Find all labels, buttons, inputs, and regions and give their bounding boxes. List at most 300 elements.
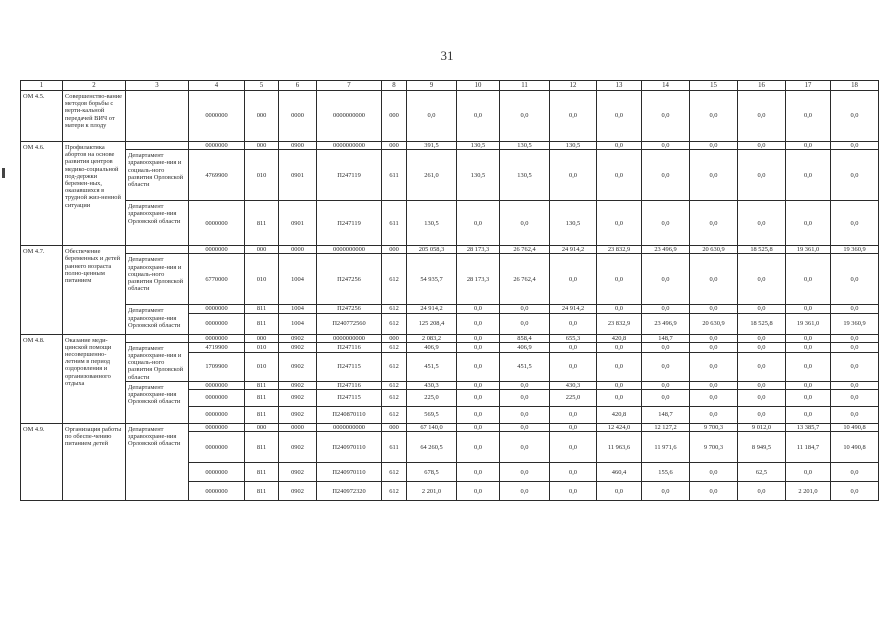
value-cell: 430,3 bbox=[550, 381, 597, 389]
value-cell: 858,4 bbox=[500, 334, 550, 342]
value-cell: 0,0 bbox=[786, 334, 831, 342]
value-cell: П240772560 bbox=[317, 313, 382, 334]
measure-name: Профилактика абортов на основе развития центров медико-социальной под-держки беремен-ных, оказавшихся в трудной жиз-ненной ситуации bbox=[63, 142, 126, 246]
value-cell: 10 490,8 bbox=[831, 432, 879, 463]
executor-cell bbox=[126, 246, 189, 254]
value-cell: 000 bbox=[245, 142, 279, 150]
value-cell: 0,0 bbox=[831, 352, 879, 381]
table-row bbox=[21, 254, 879, 305]
table-row bbox=[21, 142, 879, 150]
value-cell: 1004 bbox=[279, 254, 317, 305]
page-number: 31 bbox=[440, 48, 454, 63]
executor-cell bbox=[126, 142, 189, 150]
value-cell: 612 bbox=[382, 390, 407, 407]
column-number: 9 bbox=[407, 81, 457, 91]
value-cell: 0,0 bbox=[786, 254, 831, 305]
value-cell: 678,5 bbox=[407, 463, 457, 482]
measure-name: Организация работы по обеспе-чению питанием детей bbox=[63, 424, 126, 501]
value-cell: 155,6 bbox=[642, 463, 690, 482]
value-cell: 0,0 bbox=[786, 91, 831, 142]
value-cell: 0000 bbox=[279, 246, 317, 254]
value-cell: П247115 bbox=[317, 352, 382, 381]
value-cell: 12 424,0 bbox=[597, 424, 642, 432]
value-cell: 19 360,9 bbox=[831, 313, 879, 334]
value-cell: 0,0 bbox=[550, 254, 597, 305]
value-cell: 000 bbox=[245, 91, 279, 142]
value-cell: 10 490,8 bbox=[831, 424, 879, 432]
table-row bbox=[21, 305, 879, 313]
value-cell: 612 bbox=[382, 254, 407, 305]
value-cell: 0,0 bbox=[642, 352, 690, 381]
value-cell: 0,0 bbox=[690, 352, 738, 381]
value-cell: 0,0 bbox=[457, 482, 500, 501]
value-cell: 0,0 bbox=[457, 463, 500, 482]
table-row bbox=[21, 201, 879, 246]
value-cell: 0000000 bbox=[189, 91, 245, 142]
value-cell: 23 496,9 bbox=[642, 246, 690, 254]
value-cell: 391,5 bbox=[407, 142, 457, 150]
column-number: 8 bbox=[382, 81, 407, 91]
value-cell: 0,0 bbox=[690, 381, 738, 389]
value-cell: 0,0 bbox=[642, 142, 690, 150]
value-cell: 18 525,8 bbox=[738, 313, 786, 334]
executor-cell bbox=[126, 334, 189, 342]
value-cell: 0000000 bbox=[189, 463, 245, 482]
value-cell: 0,0 bbox=[550, 150, 597, 201]
value-cell: 20 630,9 bbox=[690, 313, 738, 334]
value-cell: 0,0 bbox=[597, 390, 642, 407]
measure-name: Совершенство-вание методов борьбы с верти-кальной передачей ВИЧ от матери к плоду bbox=[63, 91, 126, 142]
value-cell: 451,5 bbox=[407, 352, 457, 381]
table-header-row bbox=[21, 81, 879, 91]
column-number: 6 bbox=[279, 81, 317, 91]
value-cell: 0,0 bbox=[690, 254, 738, 305]
value-cell: 0,0 bbox=[500, 390, 550, 407]
value-cell: 612 bbox=[382, 313, 407, 334]
value-cell: 0000000 bbox=[189, 381, 245, 389]
value-cell: 460,4 bbox=[597, 463, 642, 482]
value-cell: 0,0 bbox=[738, 381, 786, 389]
value-cell: 000 bbox=[245, 424, 279, 432]
value-cell: 54 935,7 bbox=[407, 254, 457, 305]
column-number: 4 bbox=[189, 81, 245, 91]
value-cell: 23 832,9 bbox=[597, 313, 642, 334]
measure-name: Оказание меди-цинской помощи несовершенно-летним в период оздоровления и организованного отдыха bbox=[63, 334, 126, 423]
value-cell: 612 bbox=[382, 352, 407, 381]
executor-cell: Департамент здравоохране-ния Орловской области bbox=[126, 424, 189, 501]
column-number: 10 bbox=[457, 81, 500, 91]
value-cell: 0,0 bbox=[738, 305, 786, 313]
value-cell: 0000000000 bbox=[317, 424, 382, 432]
value-cell: 811 bbox=[245, 407, 279, 424]
value-cell: 0,0 bbox=[642, 254, 690, 305]
value-cell: 0,0 bbox=[831, 254, 879, 305]
value-cell: 611 bbox=[382, 150, 407, 201]
value-cell: 0,0 bbox=[690, 463, 738, 482]
value-cell: 0,0 bbox=[550, 352, 597, 381]
value-cell: 0902 bbox=[279, 407, 317, 424]
value-cell: 000 bbox=[382, 91, 407, 142]
value-cell: 0,0 bbox=[786, 352, 831, 381]
value-cell: 611 bbox=[382, 432, 407, 463]
value-cell: 0,0 bbox=[690, 305, 738, 313]
value-cell: 0,0 bbox=[738, 334, 786, 342]
value-cell: 0902 bbox=[279, 390, 317, 407]
value-cell: 010 bbox=[245, 342, 279, 352]
value-cell: 0,0 bbox=[642, 305, 690, 313]
value-cell: 130,5 bbox=[550, 201, 597, 246]
value-cell: 0,0 bbox=[550, 482, 597, 501]
value-cell: П240870110 bbox=[317, 407, 382, 424]
measure-code: ОМ 4.6. bbox=[21, 142, 63, 246]
value-cell: 0000000000 bbox=[317, 142, 382, 150]
value-cell: П247116 bbox=[317, 342, 382, 352]
value-cell: 0000000 bbox=[189, 305, 245, 313]
value-cell: 28 173,3 bbox=[457, 254, 500, 305]
column-number: 15 bbox=[690, 81, 738, 91]
value-cell: П247256 bbox=[317, 254, 382, 305]
executor-cell: Департамент здравоохране-ния и социаль-ного развития Орловской области bbox=[126, 150, 189, 201]
value-cell: 0,0 bbox=[738, 91, 786, 142]
value-cell: 0,0 bbox=[457, 381, 500, 389]
value-cell: 0900 bbox=[279, 142, 317, 150]
value-cell: 225,0 bbox=[407, 390, 457, 407]
value-cell: 612 bbox=[382, 381, 407, 389]
value-cell: 0000 bbox=[279, 424, 317, 432]
value-cell: 0,0 bbox=[597, 142, 642, 150]
value-cell: П240970110 bbox=[317, 432, 382, 463]
value-cell: 612 bbox=[382, 482, 407, 501]
column-number: 7 bbox=[317, 81, 382, 91]
value-cell: 0,0 bbox=[457, 313, 500, 334]
value-cell: 0,0 bbox=[642, 342, 690, 352]
value-cell: 0,0 bbox=[407, 91, 457, 142]
value-cell: 0,0 bbox=[831, 201, 879, 246]
value-cell: 26 762,4 bbox=[500, 254, 550, 305]
value-cell: 0,0 bbox=[500, 482, 550, 501]
value-cell: 0902 bbox=[279, 352, 317, 381]
value-cell: 9 700,3 bbox=[690, 432, 738, 463]
value-cell: 0,0 bbox=[831, 390, 879, 407]
value-cell: 0,0 bbox=[500, 424, 550, 432]
value-cell: 0000000 bbox=[189, 246, 245, 254]
value-cell: 0,0 bbox=[642, 390, 690, 407]
value-cell: 0,0 bbox=[786, 407, 831, 424]
executor-cell bbox=[126, 91, 189, 142]
value-cell: 0000 bbox=[279, 91, 317, 142]
column-number: 11 bbox=[500, 81, 550, 91]
column-number: 12 bbox=[550, 81, 597, 91]
value-cell: 0,0 bbox=[786, 381, 831, 389]
measure-code: ОМ 4.8. bbox=[21, 334, 63, 423]
value-cell: 0,0 bbox=[597, 342, 642, 352]
value-cell: 6770000 bbox=[189, 254, 245, 305]
value-cell: 000 bbox=[382, 334, 407, 342]
value-cell: 0000000 bbox=[189, 142, 245, 150]
value-cell: 130,5 bbox=[407, 201, 457, 246]
value-cell: 0,0 bbox=[831, 334, 879, 342]
value-cell: 225,0 bbox=[550, 390, 597, 407]
table-row bbox=[21, 424, 879, 432]
value-cell: 1004 bbox=[279, 305, 317, 313]
budget-table bbox=[20, 80, 879, 501]
value-cell: 0,0 bbox=[550, 424, 597, 432]
value-cell: 0902 bbox=[279, 334, 317, 342]
value-cell: 569,5 bbox=[407, 407, 457, 424]
value-cell: 205 058,3 bbox=[407, 246, 457, 254]
value-cell: 420,8 bbox=[597, 407, 642, 424]
value-cell: 0,0 bbox=[831, 381, 879, 389]
value-cell: 0,0 bbox=[500, 91, 550, 142]
value-cell: 0,0 bbox=[786, 142, 831, 150]
value-cell: 811 bbox=[245, 201, 279, 246]
table-row bbox=[21, 246, 879, 254]
value-cell: 0,0 bbox=[457, 352, 500, 381]
value-cell: 0,0 bbox=[690, 201, 738, 246]
value-cell: 655,3 bbox=[550, 334, 597, 342]
value-cell: 0,0 bbox=[550, 313, 597, 334]
value-cell: 130,5 bbox=[457, 150, 500, 201]
value-cell: 0,0 bbox=[831, 91, 879, 142]
value-cell: 1004 bbox=[279, 313, 317, 334]
value-cell: 0902 bbox=[279, 482, 317, 501]
value-cell: 0,0 bbox=[738, 201, 786, 246]
value-cell: 0000000 bbox=[189, 313, 245, 334]
value-cell: 0902 bbox=[279, 432, 317, 463]
value-cell: 611 bbox=[382, 201, 407, 246]
value-cell: 11 184,7 bbox=[786, 432, 831, 463]
value-cell: 430,3 bbox=[407, 381, 457, 389]
column-number: 1 bbox=[21, 81, 63, 91]
value-cell: 0,0 bbox=[690, 150, 738, 201]
value-cell: 0,0 bbox=[786, 150, 831, 201]
table-row bbox=[21, 334, 879, 342]
value-cell: 23 832,9 bbox=[597, 246, 642, 254]
value-cell: 0,0 bbox=[457, 342, 500, 352]
value-cell: 0,0 bbox=[738, 142, 786, 150]
value-cell: 0,0 bbox=[786, 342, 831, 352]
value-cell: 2 201,0 bbox=[407, 482, 457, 501]
value-cell: 2 201,0 bbox=[786, 482, 831, 501]
table-row bbox=[21, 381, 879, 389]
value-cell: 0,0 bbox=[457, 390, 500, 407]
value-cell: 811 bbox=[245, 390, 279, 407]
value-cell: 0000000 bbox=[189, 334, 245, 342]
value-cell: 0,0 bbox=[597, 381, 642, 389]
value-cell: 811 bbox=[245, 463, 279, 482]
value-cell: 0901 bbox=[279, 150, 317, 201]
value-cell: 0,0 bbox=[831, 305, 879, 313]
value-cell: 010 bbox=[245, 150, 279, 201]
value-cell: 0,0 bbox=[457, 201, 500, 246]
value-cell: 0,0 bbox=[500, 305, 550, 313]
value-cell: 0,0 bbox=[738, 254, 786, 305]
value-cell: 0,0 bbox=[500, 432, 550, 463]
value-cell: 811 bbox=[245, 381, 279, 389]
value-cell: 0,0 bbox=[550, 432, 597, 463]
value-cell: 0,0 bbox=[642, 381, 690, 389]
value-cell: 0,0 bbox=[738, 342, 786, 352]
value-cell: П240970110 bbox=[317, 463, 382, 482]
value-cell: 0,0 bbox=[738, 352, 786, 381]
value-cell: 0,0 bbox=[642, 201, 690, 246]
value-cell: 612 bbox=[382, 407, 407, 424]
value-cell: 0,0 bbox=[690, 482, 738, 501]
value-cell: 0,0 bbox=[831, 463, 879, 482]
table-row bbox=[21, 91, 879, 142]
value-cell: 4769900 bbox=[189, 150, 245, 201]
value-cell: 0,0 bbox=[500, 407, 550, 424]
value-cell: 0000000000 bbox=[317, 91, 382, 142]
value-cell: П247119 bbox=[317, 201, 382, 246]
column-number: 5 bbox=[245, 81, 279, 91]
value-cell: 0,0 bbox=[831, 342, 879, 352]
value-cell: 612 bbox=[382, 342, 407, 352]
value-cell: 0,0 bbox=[831, 142, 879, 150]
scan-artifact-mark bbox=[2, 168, 5, 178]
value-cell: П247115 bbox=[317, 390, 382, 407]
value-cell: 0000000000 bbox=[317, 246, 382, 254]
value-cell: 19 360,9 bbox=[831, 246, 879, 254]
value-cell: 0,0 bbox=[550, 407, 597, 424]
value-cell: 0,0 bbox=[642, 91, 690, 142]
value-cell: 0000000 bbox=[189, 201, 245, 246]
value-cell: 11 971,6 bbox=[642, 432, 690, 463]
value-cell: 0,0 bbox=[550, 463, 597, 482]
value-cell: 18 525,8 bbox=[738, 246, 786, 254]
value-cell: 0,0 bbox=[597, 150, 642, 201]
value-cell: П240972320 bbox=[317, 482, 382, 501]
value-cell: 612 bbox=[382, 463, 407, 482]
value-cell: 0,0 bbox=[500, 201, 550, 246]
value-cell: 0,0 bbox=[457, 432, 500, 463]
value-cell: 0,0 bbox=[738, 407, 786, 424]
value-cell: 000 bbox=[382, 246, 407, 254]
value-cell: 0,0 bbox=[550, 342, 597, 352]
value-cell: 0,0 bbox=[597, 254, 642, 305]
value-cell: 0000000 bbox=[189, 432, 245, 463]
value-cell: 130,5 bbox=[550, 142, 597, 150]
value-cell: 28 173,3 bbox=[457, 246, 500, 254]
value-cell: 811 bbox=[245, 313, 279, 334]
value-cell: 9 012,0 bbox=[738, 424, 786, 432]
value-cell: 261,0 bbox=[407, 150, 457, 201]
value-cell: 125 208,4 bbox=[407, 313, 457, 334]
executor-cell: Департамент здравоохране-ния и социаль-ного развития Орловской области bbox=[126, 254, 189, 305]
column-number: 18 bbox=[831, 81, 879, 91]
column-number: 14 bbox=[642, 81, 690, 91]
value-cell: 0,0 bbox=[597, 201, 642, 246]
value-cell: 0000000000 bbox=[317, 334, 382, 342]
value-cell: 010 bbox=[245, 352, 279, 381]
value-cell: 19 361,0 bbox=[786, 246, 831, 254]
value-cell: 0902 bbox=[279, 342, 317, 352]
value-cell: 0902 bbox=[279, 463, 317, 482]
executor-cell: Департамент здравоохране-ния Орловской области bbox=[126, 201, 189, 246]
value-cell: 23 496,9 bbox=[642, 313, 690, 334]
value-cell: 0,0 bbox=[597, 352, 642, 381]
value-cell: 0902 bbox=[279, 381, 317, 389]
value-cell: 0,0 bbox=[642, 150, 690, 201]
value-cell: 130,5 bbox=[500, 142, 550, 150]
value-cell: 0,0 bbox=[690, 334, 738, 342]
value-cell: 0,0 bbox=[457, 407, 500, 424]
value-cell: 451,5 bbox=[500, 352, 550, 381]
table-row bbox=[21, 342, 879, 352]
table-body bbox=[21, 81, 879, 501]
value-cell: 19 361,0 bbox=[786, 313, 831, 334]
value-cell: 406,9 bbox=[500, 342, 550, 352]
value-cell: 0000000 bbox=[189, 424, 245, 432]
value-cell: 0,0 bbox=[500, 381, 550, 389]
value-cell: 811 bbox=[245, 305, 279, 313]
value-cell: 0,0 bbox=[457, 305, 500, 313]
value-cell: 0,0 bbox=[642, 482, 690, 501]
value-cell: 811 bbox=[245, 482, 279, 501]
value-cell: 20 630,9 bbox=[690, 246, 738, 254]
value-cell: 811 bbox=[245, 432, 279, 463]
value-cell: 24 914,2 bbox=[550, 305, 597, 313]
value-cell: 148,7 bbox=[642, 407, 690, 424]
measure-code: ОМ 4.7. bbox=[21, 246, 63, 334]
column-number: 3 bbox=[126, 81, 189, 91]
value-cell: 62,5 bbox=[738, 463, 786, 482]
value-cell: 0,0 bbox=[500, 463, 550, 482]
value-cell: 0000000 bbox=[189, 390, 245, 407]
value-cell: 11 963,6 bbox=[597, 432, 642, 463]
value-cell: 0,0 bbox=[690, 342, 738, 352]
value-cell: 000 bbox=[382, 142, 407, 150]
value-cell: 0,0 bbox=[597, 305, 642, 313]
column-number: 2 bbox=[63, 81, 126, 91]
measure-code: ОМ 4.9. bbox=[21, 424, 63, 501]
value-cell: 420,8 bbox=[597, 334, 642, 342]
column-number: 16 bbox=[738, 81, 786, 91]
value-cell: П247116 bbox=[317, 381, 382, 389]
value-cell: 0,0 bbox=[597, 91, 642, 142]
value-cell: 64 260,5 bbox=[407, 432, 457, 463]
value-cell: 0901 bbox=[279, 201, 317, 246]
table-row bbox=[21, 150, 879, 201]
value-cell: 0,0 bbox=[831, 482, 879, 501]
value-cell: 0,0 bbox=[786, 305, 831, 313]
column-number: 13 bbox=[597, 81, 642, 91]
value-cell: 000 bbox=[245, 334, 279, 342]
measure-code: ОМ 4.5. bbox=[21, 91, 63, 142]
value-cell: 406,9 bbox=[407, 342, 457, 352]
value-cell: 24 914,2 bbox=[550, 246, 597, 254]
value-cell: 12 127,2 bbox=[642, 424, 690, 432]
value-cell: 24 914,2 bbox=[407, 305, 457, 313]
value-cell: 4719900 bbox=[189, 342, 245, 352]
value-cell: 130,5 bbox=[457, 142, 500, 150]
value-cell: 0,0 bbox=[786, 390, 831, 407]
value-cell: 148,7 bbox=[642, 334, 690, 342]
value-cell: 612 bbox=[382, 305, 407, 313]
value-cell: 000 bbox=[382, 424, 407, 432]
value-cell: 0,0 bbox=[786, 201, 831, 246]
value-cell: 1709900 bbox=[189, 352, 245, 381]
value-cell: 0,0 bbox=[457, 334, 500, 342]
value-cell: 010 bbox=[245, 254, 279, 305]
value-cell: 0,0 bbox=[457, 91, 500, 142]
value-cell: П247119 bbox=[317, 150, 382, 201]
value-cell: 13 385,7 bbox=[786, 424, 831, 432]
value-cell: 0,0 bbox=[500, 313, 550, 334]
value-cell: 67 140,0 bbox=[407, 424, 457, 432]
value-cell: 0,0 bbox=[738, 150, 786, 201]
measure-name: Обеспечение беременных и детей раннего возраста полно-ценным питанием bbox=[63, 246, 126, 334]
